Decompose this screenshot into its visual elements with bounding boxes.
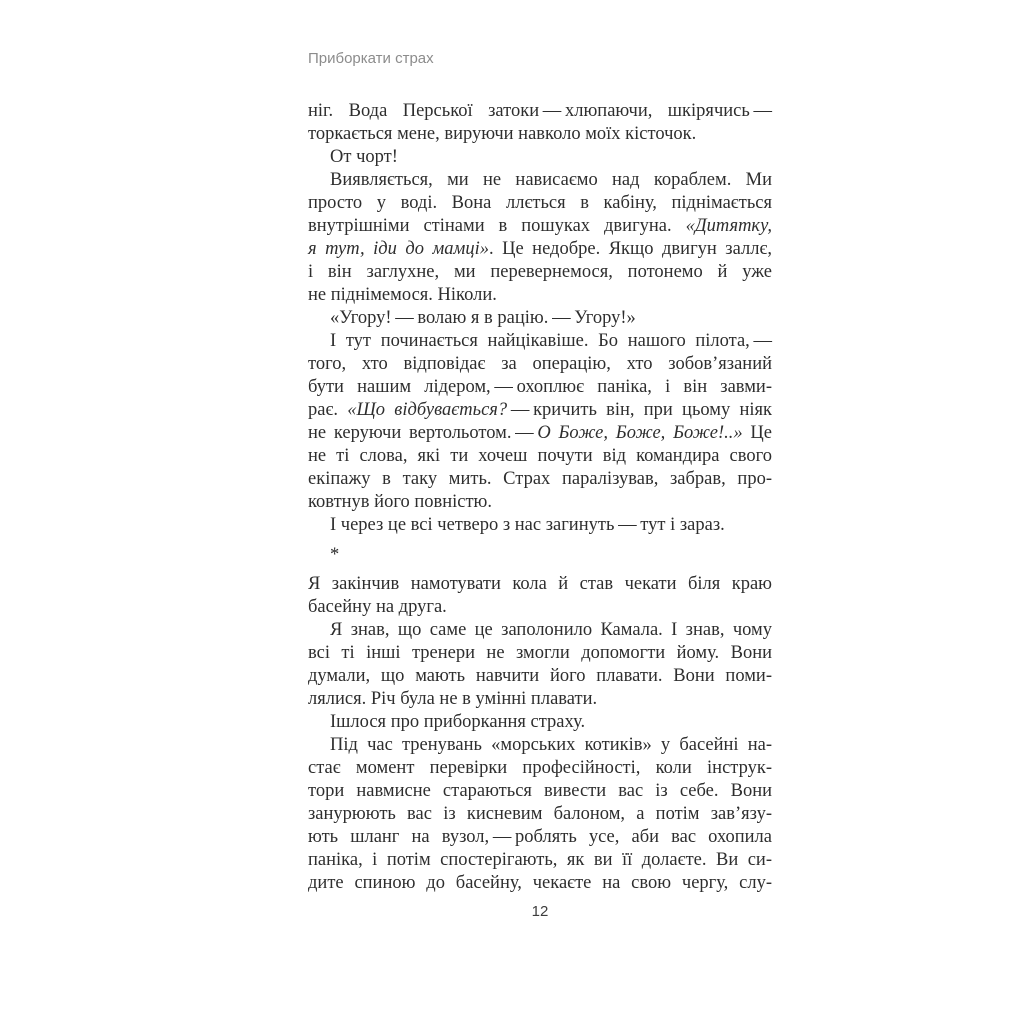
text-line	[308, 619, 772, 642]
text-segment: . Це недобре. Якщо двигун заллє,	[489, 239, 773, 259]
page-number: 12	[531, 903, 549, 920]
paragraph	[308, 330, 772, 514]
text-line	[308, 642, 772, 665]
text-segment: І через це всі четверо з нас загинуть — тут і зараз.	[330, 515, 725, 535]
text-segment: басейну на друга.	[308, 597, 447, 617]
text-segment: занурюють вас із кисневим балоном, а потім зав’язу-	[308, 804, 772, 824]
text-segment: лялися. Річ була не в умінні плавати.	[308, 689, 598, 709]
paragraph	[308, 100, 772, 146]
text-line	[308, 445, 772, 468]
text-segment: Це	[742, 423, 773, 443]
text-line	[308, 596, 772, 619]
text-line	[308, 215, 772, 238]
text-segment: І тут починається найцікавіше. Бо нашого пілота, —	[330, 331, 772, 351]
text-segment: паніка, і потім спостерігають, як ви її долаєте. Ви си-	[308, 850, 772, 870]
text-segment: думали, що мають навчити його плавати. Вони поми-	[308, 666, 772, 686]
text-segment: дите спиною до басейну, чекаєте на свою чергу, слу-	[308, 873, 772, 893]
text-line	[308, 192, 772, 215]
italic-text: «Дитятку,	[685, 216, 772, 236]
running-header: Приборкати страх	[308, 50, 434, 67]
text-segment: тори навмисне стараються вивести вас із себе. Вони	[308, 781, 772, 801]
text-line	[308, 849, 772, 872]
text-segment: ковтнув його повністю.	[308, 492, 492, 512]
text-line	[308, 376, 772, 399]
text-segment: просто у воді. Вона ллється в кабіну, піднімається	[308, 193, 772, 213]
text-segment: стає момент перевірки професійності, коли інструк-	[308, 758, 772, 778]
text-line	[308, 238, 772, 261]
paragraph	[308, 573, 772, 619]
text-line	[308, 307, 772, 330]
text-segment: Під час тренувань «морських котиків» у басейні на-	[330, 735, 772, 755]
text-segment: внутрішніми стінами в пошуках двигуна.	[308, 216, 686, 236]
text-line	[308, 872, 772, 895]
text-segment: не керуючи вертольотом. —	[308, 423, 538, 443]
paragraph	[308, 711, 772, 734]
text-line	[308, 711, 772, 734]
text-line	[308, 284, 772, 307]
text-line	[308, 261, 772, 284]
text-segment: екіпажу в таку мить. Страх паралізував, забрав, про-	[308, 469, 772, 489]
italic-text: О Боже, Боже, Боже!..»	[537, 423, 743, 443]
text-line	[308, 573, 772, 596]
text-line	[308, 123, 772, 146]
text-segment: того, хто відповідає за операцію, хто зобов’язаний	[308, 354, 772, 374]
text-segment: рає.	[308, 400, 348, 420]
text-line	[308, 468, 772, 491]
text-line	[308, 100, 772, 123]
text-segment: Виявляється, ми не нависаємо над кораблем. Ми	[330, 170, 772, 190]
paragraph	[308, 146, 772, 169]
text-line	[308, 491, 772, 514]
text-segment: не піднімемося. Ніколи.	[308, 285, 497, 305]
text-segment: бути нашим лідером, — охоплює паніка, і він завми-	[308, 377, 772, 397]
text-segment: торкається мене, вируючи навколо моїх кісточок.	[308, 124, 697, 144]
text-segment: Я закінчив намотувати кола й став чекати біля краю	[308, 574, 772, 594]
text-line	[308, 330, 772, 353]
text-segment: — кричить він, при цьому ніяк	[507, 400, 773, 420]
text-segment: і він заглухне, ми перевернемося, потонемо й уже	[308, 262, 772, 282]
section-separator: *	[330, 545, 340, 565]
text-segment: Я знав, що саме це заполонило Камала. І знав, чому	[330, 620, 772, 640]
paragraph	[308, 514, 772, 537]
text-segment: Ішлося про приборкання страху.	[330, 712, 586, 732]
paragraph	[308, 169, 772, 307]
paragraph	[308, 619, 772, 711]
italic-text: «Що відбувається?	[347, 400, 508, 420]
text-segment: От чорт!	[330, 147, 398, 167]
text-block	[308, 100, 772, 895]
text-segment: ють шланг на вузол, — роблять усе, аби вас охопила	[308, 827, 772, 847]
text-line	[308, 399, 772, 422]
paragraph	[308, 734, 772, 895]
text-line	[308, 665, 772, 688]
text-segment: не ті слова, які ти хочеш почути від командира свого	[308, 446, 772, 466]
text-line	[308, 422, 772, 445]
text-line	[308, 514, 772, 537]
text-segment: всі ті інші тренери не змогли допомогти йому. Вони	[308, 643, 772, 663]
text-line	[308, 169, 772, 192]
text-line	[308, 826, 772, 849]
text-line	[308, 780, 772, 803]
text-segment: «Угору! — волаю я в рацію. — Угору!»	[330, 308, 636, 328]
text-line	[308, 353, 772, 376]
paragraph	[308, 307, 772, 330]
text-segment: ніг. Вода Перської затоки — хлюпаючи, шкірячись —	[308, 101, 772, 121]
text-line	[308, 734, 772, 757]
text-line	[308, 688, 772, 711]
text-line	[308, 757, 772, 780]
text-line	[308, 803, 772, 826]
text-line	[308, 146, 772, 169]
italic-text: я тут, іди до мамці»	[308, 239, 489, 259]
